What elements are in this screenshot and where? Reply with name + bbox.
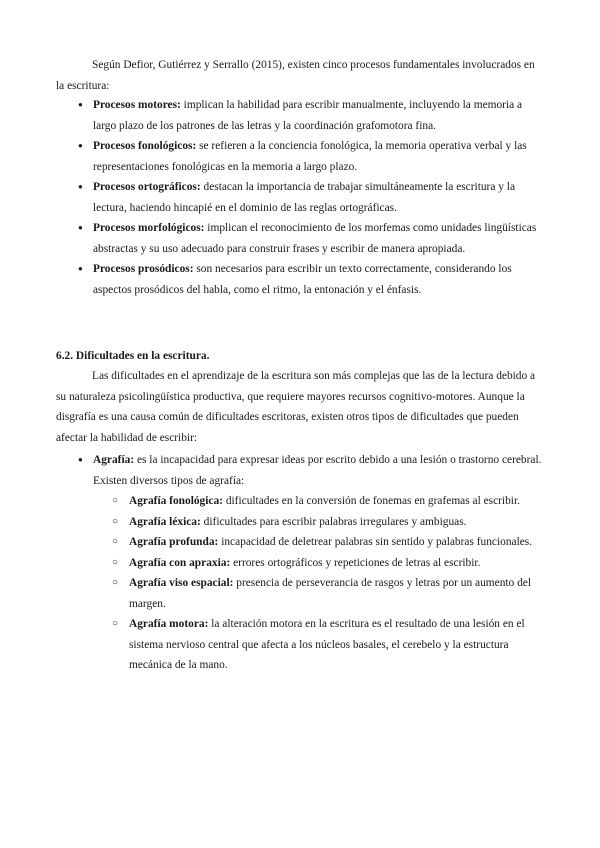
list-item-term: Agrafía: <box>93 454 135 466</box>
sub-item-text: presencia de perseverancia de rasgos y letras por un aumento del margen. <box>129 577 532 610</box>
list-item-text: implican la habilidad para escribir manualmente, incluyendo la memoria a largo plazo de los patrones de las letras y la coordinación grafomotora fina. <box>93 99 523 132</box>
sub-item-text: incapacidad de deletrear palabras sin sentido y palabras funcionales. <box>218 536 533 548</box>
sub-item-text: dificultades en la conversión de fonemas en grafemas al escribir. <box>222 495 520 507</box>
difficulties-list <box>56 450 546 676</box>
list-item-term: Procesos prosódicos: <box>93 263 194 275</box>
intro-paragraph: Según Defior, Gutiérrez y Serrallo (2015), existen cinco procesos fundamentales involucrados en la escritura: <box>56 59 535 92</box>
section-heading: 6.2. Dificultades en la escritura. <box>56 350 210 362</box>
list-item-text: destacan la importancia de trabajar simultáneamente la escritura y la lectura, haciendo hincapié en el dominio de las reglas ortográficas. <box>93 181 516 214</box>
body-paragraph: Las dificultades en el aprendizaje de la escritura son más complejas que las de la lectura debido a su naturaleza psicolingüística productiva, que requiere mayores recursos cognitivo-motores. Aunque la disgrafía es una causa común de dificultades escritoras, existen otros tipos de dificultades que pueden afectar la habilidad de escribir: <box>56 370 536 444</box>
sub-item-text: dificultades para escribir palabras irregulares y ambiguas. <box>200 515 467 528</box>
list-item-term: Procesos morfológicos: <box>93 222 205 234</box>
list-item-term: Procesos fonológicos: <box>93 140 197 152</box>
list-item-text: es la incapacidad para expresar ideas por escrito debido a una lesión o trastorno cerebral. Existen diversos tipos de agrafía: <box>93 454 542 487</box>
sub-item-term: Agrafía motora: <box>129 618 209 630</box>
list-item-text: se refieren a la conciencia fonológica, la memoria operativa verbal y las representaciones fonológicas en la memoria a largo plazo. <box>93 140 527 173</box>
list-item-text: son necesarios para escribir un texto correctamente, considerando los aspectos prosódicos del habla, como el ritmo, la entonación y el énfasis. <box>93 263 512 296</box>
list-item <box>56 136 546 177</box>
sub-item-term: Agrafía con apraxia: <box>129 556 231 569</box>
list-item <box>56 177 546 218</box>
agrafia-types-list <box>93 491 546 676</box>
sub-item-term: Agrafía profunda: <box>129 536 219 548</box>
list-item-term: Procesos ortográficos: <box>93 181 201 193</box>
sub-item-text: errores ortográficos y repeticiones de letras al escribir. <box>230 556 481 569</box>
sub-list-item <box>93 532 546 553</box>
list-item-term: Procesos motores: <box>93 99 181 111</box>
sub-list-item <box>93 614 546 676</box>
processes-list <box>56 95 546 300</box>
sub-item-term: Agrafía léxica: <box>129 515 201 528</box>
sub-item-text: la alteración motora en la escritura es el resultado de una lesión en el sistema nervioso central que afecta a los núcleos basales, el cerebelo y la estructura mecánica de la mano. <box>129 618 525 671</box>
sub-item-term: Agrafía fonológica: <box>129 495 223 507</box>
list-item <box>56 218 546 259</box>
sub-list-item <box>93 512 546 533</box>
sub-list-item <box>93 573 546 614</box>
list-item-agrafia <box>56 450 546 676</box>
sub-item-term: Agrafía viso espacial: <box>129 577 234 589</box>
sub-list-item <box>93 553 546 574</box>
list-item <box>56 259 546 300</box>
sub-list-item <box>93 491 546 512</box>
list-item <box>56 95 546 136</box>
list-item-text: implican el reconocimiento de los morfemas como unidades lingüísticas abstractas y su uso adecuado para construir frases y escribir de manera apropiada. <box>93 222 537 255</box>
